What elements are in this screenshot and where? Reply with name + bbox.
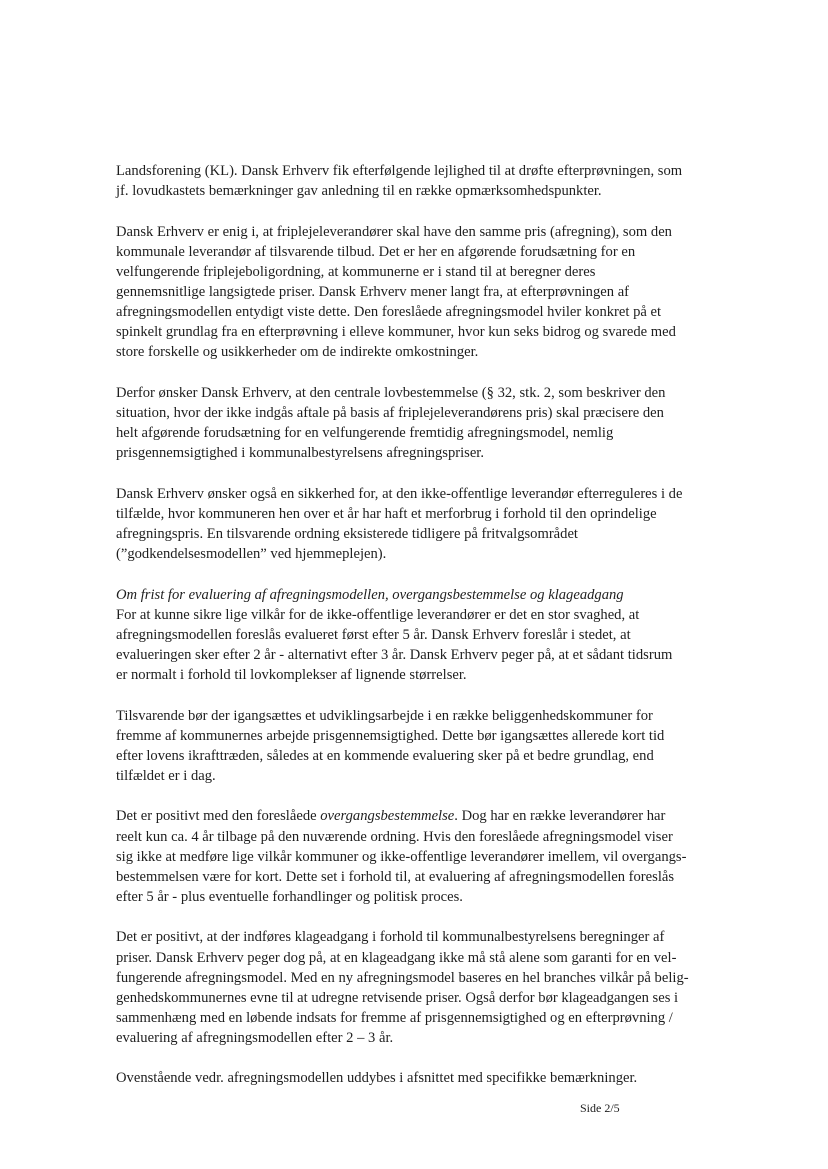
text-line: sammenhæng med en løbende indsats for fremme af prisgennemsigtighed og en efterprøvning /: [116, 1009, 673, 1026]
text-line: afregningspris. En tilsvarende ordning eksisterede tidligere på fritvalgsområdet: [116, 525, 578, 542]
text-line: gennemsnitlige langsigtede priser. Dansk Erhverv mener langt fra, at efterprøvningen af: [116, 283, 630, 300]
text-line: afregningsmodellen entydigt viste dette. Den foreslåede afregningsmodel hviler konkret på et: [116, 304, 662, 321]
text-line: efter 5 år - plus eventuelle forhandlinger og politisk proces.: [116, 888, 463, 905]
text-line: tilfældet er i dag.: [116, 767, 216, 784]
text-line: helt afgørende forudsætning for en velfungerende fremtidig afregningsmodel, nemlig: [116, 425, 614, 442]
text-line: reelt kun ca. 4 år tilbage på den nuværende ordning. Hvis den foreslåede afregningsmodel viser: [116, 828, 673, 845]
page-number: Side 2/5: [580, 1101, 620, 1115]
text-line: priser. Dansk Erhverv peger dog på, at en klageadgang ikke må stå alene som garanti for en vel-: [116, 949, 677, 966]
text-line: store forskelle og usikkerheder om de indirekte omkostninger.: [116, 344, 479, 361]
text-line: velfungerende friplejeboligordning, at kommunerne er i stand til at beregner deres: [116, 263, 596, 280]
text-line: (”godkendelsesmodellen” ved hjemmeplejen).: [116, 546, 387, 562]
document-body: [116, 161, 722, 1109]
text-line: genhedskommunernes evne til at udregne retvisende priser. Også derfor bør klageadgangen ses i: [116, 989, 679, 1006]
text-line: situation, hvor der ikke indgås aftale på basis af friplejeleverandørens pris) skal præcisere den: [116, 404, 664, 421]
text-line: tilfælde, hvor kommuneren hen over et år har haft et merforbrug i forhold til den oprindelige: [116, 505, 657, 522]
text-line: evaluering af afregningsmodellen efter 2 – 3 år.: [116, 1029, 394, 1046]
text-line: evalueringen sker efter 2 år - alternativt efter 3 år. Dansk Erhverv peger på, at et sådant tidsrum: [116, 646, 673, 663]
text-line: Tilsvarende bør der igangsættes et udviklingsarbejde i en række beliggenhedskommuner for: [116, 707, 653, 724]
paragraph-5: [116, 585, 722, 685]
text-line: For at kunne sikre lige vilkår for de ikke-offentlige leverandører er det en stor svaghed, at: [116, 606, 640, 623]
text-line: Landsforening (KL). Dansk Erhverv fik efterfølgende lejlighed til at drøfte efterprøvningen, som: [116, 163, 683, 179]
text-line: jf. lovudkastets bemærkninger gav anledning til en række opmærksomhedspunkter.: [116, 183, 602, 200]
text-line: Dansk Erhverv ønsker også en sikkerhed for, at den ikke-offentlige leverandør efterreguleres i de: [116, 485, 683, 502]
text-line: Derfor ønsker Dansk Erhverv, at den centrale lovbestemmelse (§ 32, stk. 2, som beskriver den: [116, 384, 666, 401]
text-line: efter lovens ikrafttræden, således at en kommende evaluering sker på et bedre grundlag, end: [116, 747, 654, 764]
text-line: sig ikke at medføre lige vilkår kommuner og ikke-offentlige leverandører imellem, vil overgangs-: [116, 848, 687, 865]
text-line: prisgennemsigtighed i kommunalbestyrelsens afregningspriser.: [116, 445, 485, 462]
text-line: fungerende afregningsmodel. Med en ny afregningsmodel baseres en hel branches vilkår på belig-: [116, 969, 689, 986]
text-line: spinkelt grundlag fra en efterprøvning i elleve kommuner, hvor kun seks bidrog og svarede med: [116, 324, 676, 341]
text-line: kommunale leverandør af tilsvarende tilbud. Det er her en afgørende forudsætning for en: [116, 243, 636, 260]
paragraph-8: [116, 927, 722, 1048]
text-line-mixed: [116, 806, 722, 826]
paragraph-1: [116, 161, 722, 201]
paragraph-3: [116, 383, 722, 463]
text-run: . Dog har en række leverandører har: [454, 808, 666, 825]
section-heading: Om frist for evaluering af afregningsmodellen, overgangsbestemmelse og klageadgang: [116, 586, 624, 603]
text-line: afregningsmodellen foreslås evalueret først efter 5 år. Dansk Erhverv foreslår i stedet, at: [116, 626, 631, 643]
text-run: Det er positivt med den foreslåede: [116, 808, 321, 825]
text-line: bestemmelsen være for kort. Dette set i forhold til, at evaluering af afregningsmodellen foreslås: [116, 868, 675, 885]
text-line: Det er positivt, at der indføres klageadgang i forhold til kommunalbestyrelsens beregninger af: [116, 929, 665, 946]
text-line: er normalt i forhold til lovkomplekser af lignende størrelser.: [116, 666, 467, 683]
paragraph-7: [116, 806, 722, 906]
italic-term: overgangsbestemmelse: [320, 808, 455, 825]
text-line: Dansk Erhverv er enig i, at friplejeleverandører skal have den samme pris (afregning), som den: [116, 223, 672, 240]
text-line: Ovenstående vedr. afregningsmodellen uddybes i afsnittet med specifikke bemærkninger.: [116, 1070, 638, 1087]
paragraph-6: [116, 706, 722, 786]
paragraph-2: [116, 222, 722, 363]
text-line: fremme af kommunernes arbejde prisgennemsigtighed. Dette bør igangsættes allerede kort tid: [116, 727, 665, 744]
paragraph-4: [116, 484, 722, 564]
paragraph-9: [116, 1068, 722, 1088]
